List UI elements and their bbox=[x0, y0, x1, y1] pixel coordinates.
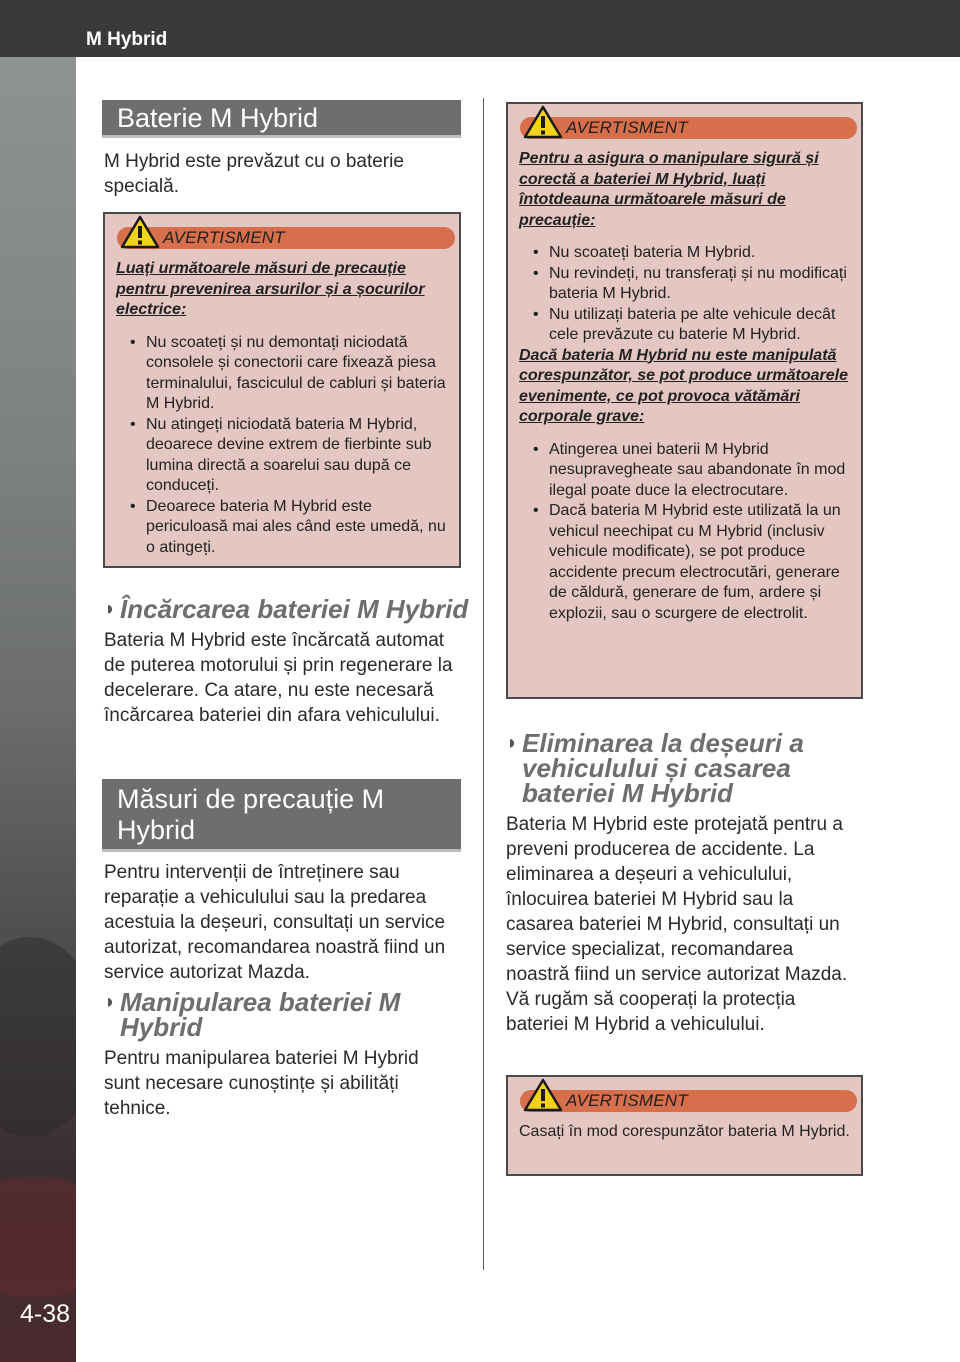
warning-list bbox=[519, 440, 853, 625]
warning-list bbox=[519, 243, 853, 346]
warning-item: • Nu scoateți bateria M Hybrid. bbox=[533, 243, 853, 264]
warning-item: • Nu scoateți și nu demontați niciodată consolele și conectorii care fixează piesa terminalului, fasciculul de cabluri și bateria M Hybrid. bbox=[130, 333, 451, 415]
section-title-masuri: Măsuri de precauție M Hybrid bbox=[102, 779, 461, 852]
side-image-strip bbox=[0, 57, 76, 1362]
warning-item: • Nu atingeți niciodată bateria M Hybrid, deoarece devine extrem de fierbinte sub lumina directă a soarelui sau după ce conduceți. bbox=[130, 415, 451, 497]
warning-header bbox=[520, 1090, 857, 1112]
warning-lead: Pentru a asigura o manipulare sigură și corectă a bateriei M Hybrid, luați întotdeauna următoarele măsuri de precauție: bbox=[519, 150, 819, 229]
side-image-detail bbox=[0, 1177, 76, 1297]
column-divider bbox=[483, 98, 484, 1270]
side-image-detail bbox=[0, 937, 76, 1137]
warning-label: AVERTISMENT bbox=[566, 118, 688, 137]
warning-list bbox=[116, 333, 451, 559]
warning-item: • Deoarece bateria M Hybrid este periculoasă mai ales când este umedă, nu o atingeți. bbox=[130, 497, 451, 559]
section-text-masuri: Pentru intervenții de întreținere sau reparație a vehiculului sau la predarea acestuia la deșeuri, consultați un service autorizat, recomandarea noastră fiind un service autorizat Mazda. bbox=[104, 862, 446, 983]
warning-label: AVERTISMENT bbox=[566, 1091, 688, 1110]
warning-header bbox=[520, 117, 857, 139]
warning-box-burns bbox=[103, 212, 461, 568]
subsection-title-manipulare: ◗ Manipularea bateriei M Hybrid bbox=[104, 987, 401, 1042]
warning-body bbox=[519, 149, 853, 624]
warning-item: • Dacă bateria M Hybrid este utilizată la un vehicul neechipat cu M Hybrid (inclusiv vehicule modificate), se pot produce accidente precum electrocutări, generare de căldură, generare de fum, ardere și explozii, sau o scurgere de electrolit. bbox=[533, 501, 853, 624]
warning-triangle-icon bbox=[120, 215, 160, 249]
warning-triangle-icon bbox=[523, 105, 563, 139]
warning-lead: Luați următoarele măsuri de precauție pentru prevenirea arsurilor și a șocurilor electrice: bbox=[116, 260, 425, 318]
subsection-text-eliminare: Bateria M Hybrid este protejată pentru a preveni producerea de accidente. La eliminarea a deșeuri a vehiculului, înlocuirea bateriei M Hybrid sau la casarea bateriei M Hybrid, consultați un service specializat, recomandarea noastră fiind un service autorizat Mazda. Vă rugăm să cooperați la protecția bateriei M Hybrid a vehiculului. bbox=[506, 814, 848, 1035]
warning-body bbox=[519, 1122, 853, 1143]
subsection-marker-icon: ◗ bbox=[506, 732, 519, 754]
section-title-baterie: Baterie M Hybrid bbox=[102, 100, 461, 138]
subsection-text-incarcare: Bateria M Hybrid este încărcată automat de puterea motorului și prin regenerare la decelerare. Ca atare, nu este necesară încărcarea bateriei din afara vehiculului. bbox=[104, 630, 453, 726]
page-number: 4-38 bbox=[20, 1300, 71, 1328]
warning-body bbox=[116, 259, 451, 558]
section-text-baterie: M Hybrid este prevăzut cu o baterie specială. bbox=[104, 151, 404, 197]
subsection-marker-icon: ◗ bbox=[104, 991, 117, 1013]
warning-header bbox=[117, 227, 455, 249]
warning-lead: Dacă bateria M Hybrid nu este manipulată corespunzător, se pot produce următoarele evenimente, ce pot provoca vătămări corporale grave: bbox=[519, 346, 848, 425]
warning-triangle-icon bbox=[523, 1078, 563, 1112]
subsection-marker-icon: ◗ bbox=[104, 598, 117, 620]
subsection-text-manipulare: Pentru manipularea bateriei M Hybrid sunt necesare cunoștințe și abilități tehnice. bbox=[104, 1048, 419, 1119]
header-title: M Hybrid bbox=[86, 29, 168, 50]
subsection-title-incarcare: ◗ Încărcarea bateriei M Hybrid bbox=[104, 594, 469, 624]
warning-item: • Nu revindeți, nu transferați și nu modificați bateria M Hybrid. bbox=[533, 264, 853, 305]
warning-box-handling bbox=[506, 102, 863, 699]
warning-label: AVERTISMENT bbox=[163, 228, 285, 247]
warning-text: Casați în mod corespunzător bateria M Hybrid. bbox=[519, 1123, 850, 1140]
subsection-title-eliminare: ◗ Eliminarea la deșeuri a vehiculului și casarea bateriei M Hybrid bbox=[506, 728, 804, 808]
header-bar bbox=[0, 0, 960, 57]
warning-item: • Atingerea unei baterii M Hybrid nesupravegheate sau abandonate în mod ilegal poate duce la electrocutare. bbox=[533, 440, 853, 502]
warning-box-disposal bbox=[506, 1075, 863, 1176]
warning-item: • Nu utilizați bateria pe alte vehicule decât cele prevăzute cu baterie M Hybrid. bbox=[533, 305, 853, 346]
